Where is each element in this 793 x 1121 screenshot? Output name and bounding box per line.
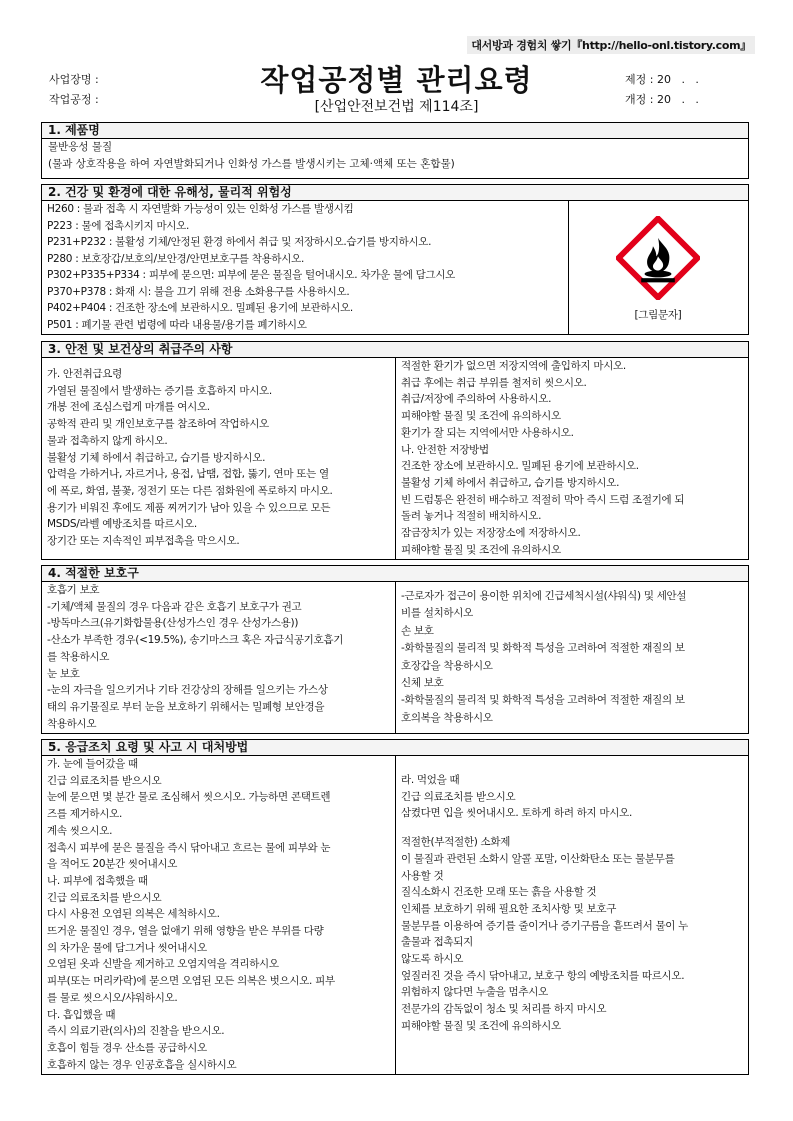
text-line: 잠금장치가 있는 저장장소에 저장하시오. xyxy=(401,527,581,540)
handling-left xyxy=(42,358,396,559)
text-line: 피해야할 물질 및 조건에 유의하시오 xyxy=(401,1019,561,1032)
revised-date-label: 개정 : 20 . . xyxy=(625,93,699,106)
text-line: 개봉 전에 조심스럽게 마개를 여시오. xyxy=(47,401,210,414)
text-line: 눈 보호 xyxy=(47,667,80,680)
text-line: 의 차가운 물에 담그거나 씻어내시오 xyxy=(47,941,207,954)
text-line: 긴급 의료조치를 받으시오 xyxy=(47,891,162,904)
text-line: 불활성 기체 하에서 취급하고, 습기를 방지하시오. xyxy=(47,451,266,464)
section-product-name xyxy=(41,122,749,179)
text-line: -화학물질의 물리적 및 화학적 특성을 고려하여 적절한 재질의 보 xyxy=(401,642,685,655)
protective-right xyxy=(396,582,747,733)
pictogram-cell xyxy=(569,201,747,334)
section-handling xyxy=(41,341,749,560)
text-line: 가. 눈에 들어갔을 때 xyxy=(47,758,138,770)
text-line: 피해야할 물질 및 조건에 유의하시오 xyxy=(401,410,561,423)
text-line: 물과 접촉하지 않게 하시오. xyxy=(47,434,168,447)
text-line: 환기가 잘 되는 지역에서만 사용하시오. xyxy=(401,426,574,439)
text-line: 착용하시오 xyxy=(47,717,97,730)
text-line: -기체/액체 물질의 경우 다음과 같은 호흡기 보호구가 권고 xyxy=(47,600,302,613)
first-aid-right xyxy=(396,756,747,1074)
text-line: 사용할 것 xyxy=(401,869,444,882)
text-line: -근로자가 접근이 용이한 위치에 긴급세척시설(샤워식) 및 세안설 xyxy=(401,590,687,602)
process-label: 작업공정 : xyxy=(49,93,99,106)
text-line: 에 폭로, 화염, 불꽃, 정전기 또는 다른 점화원에 폭로하지 마시오. xyxy=(47,484,333,497)
section-title: 4. 적절한 보호구 xyxy=(42,566,748,582)
text-line: 위험하지 않다면 누출을 멈추시오 xyxy=(401,986,548,999)
text-line xyxy=(47,358,390,366)
text-line: -산소가 부족한 경우(<19.5%), 송기마스크 혹은 자급식공기호흡기 xyxy=(47,634,344,647)
text-line: H260 : 물과 접촉 시 자연발화 가능성이 있는 인화성 가스를 발생시킴 xyxy=(47,203,354,215)
source-banner: 대서방과 경험치 쌓기『http://hello-onl.tistory.com』 xyxy=(467,36,755,54)
text-line: 출물과 접촉되지 xyxy=(401,936,473,949)
section-hazards xyxy=(41,184,749,335)
text-line: 공학적 관리 및 개인보호구를 참조하여 작업하시오 xyxy=(47,418,269,431)
hazard-statements xyxy=(42,201,569,334)
page-title: 작업공정별 관리요령 xyxy=(260,63,533,97)
text-line: 접촉시 피부에 묻은 물질을 즉시 닦아내고 흐르는 물에 피부와 눈 xyxy=(47,841,331,854)
section-title: 2. 건강 및 환경에 대한 유해성, 물리적 위험성 xyxy=(42,185,748,201)
text-line: -화학물질의 물리적 및 화학적 특성을 고려하여 적절한 재질의 보 xyxy=(401,694,685,707)
text-line: 장기간 또는 지속적인 피부접촉을 막으시오. xyxy=(47,535,240,548)
section-title: 1. 제품명 xyxy=(42,123,748,139)
section-protective-equipment xyxy=(41,565,749,734)
text-line: 호흡하지 않는 경우 인공호흡을 실시하시오 xyxy=(47,1058,237,1071)
section-title: 3. 안전 및 보건상의 취급주의 사항 xyxy=(42,342,748,358)
text-line: 인체를 보호하기 위해 필요한 조치사항 및 보호구 xyxy=(401,902,617,915)
text-line xyxy=(401,756,742,764)
text-line: 호의복을 착용하시오 xyxy=(401,711,493,724)
text-line: 를 착용하시오 xyxy=(47,650,110,663)
text-line: 엎질러진 것을 즉시 닦아내고, 보호구 항의 예방조치를 따르시오. xyxy=(401,969,685,982)
first-aid-left xyxy=(42,756,396,1074)
text-line: 않도록 하시오 xyxy=(401,953,464,966)
enacted-date-label: 제정 : 20 . . xyxy=(625,73,699,86)
text-line: 긴급 의료조치를 받으시오 xyxy=(401,790,516,803)
text-line: 뜨거운 물질인 경우, 열을 없애기 위해 영향을 받은 부위를 다량 xyxy=(47,925,324,938)
handling-right xyxy=(396,358,747,559)
text-line: 나. 안전한 저장방법 xyxy=(401,443,489,456)
section-first-aid xyxy=(41,739,749,1075)
flame-pictogram-icon xyxy=(616,216,700,300)
text-line: 계속 씻으시오. xyxy=(47,824,113,837)
text-line: 비를 설치하시오 xyxy=(401,607,473,620)
text-line: 눈에 묻으면 몇 분간 물로 조심해서 씻으시오. 가능하면 콘택트렌 xyxy=(47,791,331,804)
text-line: 태의 유기물질로 부터 눈을 보호하기 위해서는 밀폐형 보안경을 xyxy=(47,700,325,713)
text-line: 취급 후에는 취급 부위를 철저히 씻으시오. xyxy=(401,376,587,389)
text-line: 다시 사용전 오염된 의복은 세척하시오. xyxy=(47,908,220,921)
text-line: 가. 안전취급요령 xyxy=(47,368,122,380)
text-line: 빈 드럼통은 완전히 배수하고 적절히 막아 즉시 드럼 조절기에 되 xyxy=(401,493,685,506)
page-subtitle: [산업안전보건법 제114조] xyxy=(314,99,479,115)
text-line: P280 : 보호장갑/보호의/보안경/안면보호구를 착용하시오. xyxy=(47,252,304,265)
text-line: 취급/저장에 주의하여 사용하시오. xyxy=(401,393,552,406)
text-line: 물반응성 물질 xyxy=(48,141,113,153)
text-line xyxy=(401,764,742,772)
text-line: 긴급 의료조치를 받으시오 xyxy=(47,774,162,787)
text-line: 를 물로 씻으시오/샤워하시오. xyxy=(47,991,178,1004)
section-body xyxy=(42,139,748,173)
text-line: 돌려 놓거나 적절히 배치하시오. xyxy=(401,510,542,523)
text-line: 적절한 환기가 없으면 저장지역에 출입하지 마시오. xyxy=(401,360,626,372)
text-line: P223 : 물에 접촉시키지 마시오. xyxy=(47,219,190,232)
text-line: 삼켰다면 입을 씻어내시오. 토하게 하려 하지 마시오. xyxy=(401,807,633,820)
text-line: 가열된 물질에서 발생하는 증기를 호흡하지 마시오. xyxy=(47,384,272,397)
protective-left xyxy=(42,582,396,733)
text-line: 피해야할 물질 및 조건에 유의하시오 xyxy=(401,543,561,556)
text-line: P302+P335+P334 : 피부에 묻으면: 피부에 묻은 물질을 털어내시오. 차가운 물에 담그시오 xyxy=(47,269,456,281)
text-line: P231+P232 : 불활성 기체/안정된 환경 하에서 취급 및 저장하시오.습기를 방지하시오. xyxy=(47,236,432,248)
text-line: 손 보호 xyxy=(401,624,434,637)
text-line xyxy=(401,822,742,834)
text-line: 다. 흡입했을 때 xyxy=(47,1008,116,1021)
pictogram-caption: [그림문자] xyxy=(634,309,682,321)
text-line: -방독마스크(유기화합물용(산성가스인 경우 산성가스용)) xyxy=(47,617,299,630)
text-line: 호장갑을 착용하시오 xyxy=(401,659,493,672)
text-line: P501 : 폐기물 관련 법령에 따라 내용물/용기를 폐기하시오 xyxy=(47,318,307,331)
text-line: 신체 보호 xyxy=(401,677,444,690)
text-line: 오염된 옷과 신발을 제거하고 오염지역을 격리하시오 xyxy=(47,958,279,971)
text-line: 질식소화시 건조한 모래 또는 흙을 사용할 것 xyxy=(401,886,597,899)
section-title: 5. 응급조치 요령 및 사고 시 대처방법 xyxy=(42,740,748,756)
text-line: 나. 피부에 접촉했을 때 xyxy=(47,874,148,887)
text-line: 물분무를 이용하여 증기를 줄이거나 증기구름을 흩뜨려서 물이 누 xyxy=(401,919,689,932)
text-line: 불활성 기체 하에서 취급하고, 습기를 방지하시오. xyxy=(401,476,620,489)
text-line: 전문가의 감독없이 청소 및 처리를 하지 마시오 xyxy=(401,1003,607,1016)
text-line: P370+P378 : 화재 시: 불을 끄기 위해 전용 소화용구를 사용하시오. xyxy=(47,285,350,298)
text-line: 용기가 비워진 후에도 제품 찌꺼기가 남아 있을 수 있으므로 모든 xyxy=(47,501,331,514)
text-line: 피부(또는 머리카락)에 묻으면 오염된 모든 의복은 벗으시오. 피부 xyxy=(47,975,335,988)
text-line: 이 물질과 관련된 소화시 알콜 포말, 이산화탄소 또는 물분무를 xyxy=(401,852,675,865)
text-line: P402+P404 : 건조한 장소에 보관하시오. 밀폐된 용기에 보관하시오. xyxy=(47,302,353,314)
text-line: 을 적어도 20분간 씻어내시오 xyxy=(47,858,178,871)
text-line: (물과 상호작용을 하여 자연발화되거나 인화성 가스를 발생시키는 고체·액체 또는 혼합물) xyxy=(48,158,455,170)
text-line: 건조한 장소에 보관하시오. 밀폐된 용기에 보관하시오. xyxy=(401,460,639,473)
text-line: 즉시 의료기관(의사)의 진찰을 받으시오. xyxy=(47,1025,225,1038)
text-line: 적절한(부적절한) 소화제 xyxy=(401,836,511,849)
text-line: 호흡이 힘들 경우 산소를 공급하시오 xyxy=(47,1041,207,1054)
text-line: MSDS/라벨 예방조치를 따르시오. xyxy=(47,518,197,531)
text-line: 라. 먹었을 때 xyxy=(401,774,460,786)
company-label: 사업장명 : xyxy=(49,73,99,86)
text-line: 호흡기 보호 xyxy=(47,584,100,596)
text-line: 즈를 제거하시오. xyxy=(47,808,122,821)
text-line: -눈의 자극을 일으키거나 기타 건강상의 장해를 일으키는 가스상 xyxy=(47,684,328,697)
text-line: 압력을 가하거나, 자르거나, 용접, 납땜, 접합, 뚫기, 연마 또는 열 xyxy=(47,468,329,481)
